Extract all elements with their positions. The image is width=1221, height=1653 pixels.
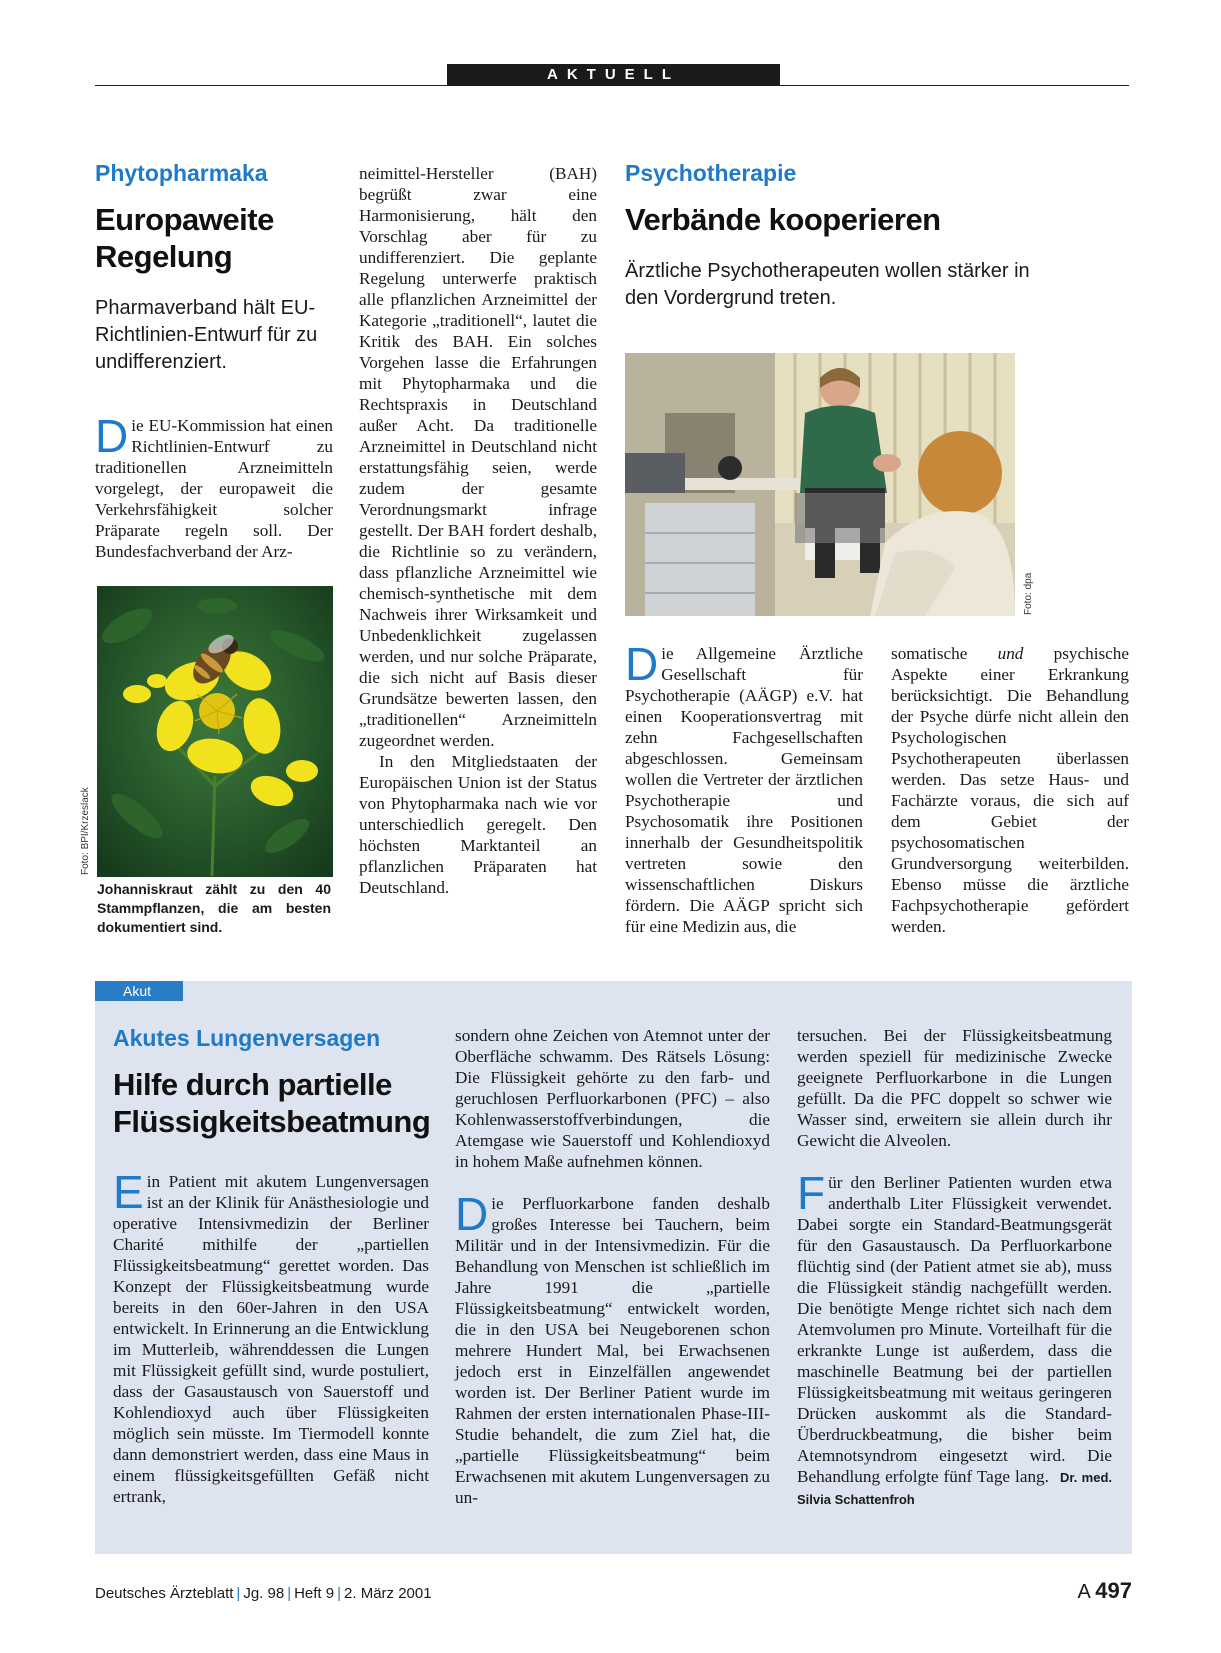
article1-column-1 bbox=[95, 410, 333, 562]
johanniskraut-photo bbox=[97, 586, 333, 877]
article1-dropcap: D bbox=[95, 410, 129, 462]
psychotherapy-photo bbox=[625, 353, 1015, 616]
article2-dropcap: D bbox=[625, 638, 659, 690]
article1-photo-credit: Foto: BPI/Krzeslack bbox=[80, 787, 91, 875]
footer-date: 2. März 2001 bbox=[344, 1585, 432, 1602]
article3-column-1 bbox=[113, 1166, 429, 1507]
article3-col1-text: in Patient mit akutem Lungenversagen ist an der Klinik für Anästhesiologie und operative Intensivmedizin der Berliner Charité mithilfe der „partiellen Flüssigkeitsbeatmung“ gerettet worden. Das Konzept der Flüssigkeitsbeatmung wurde bereits in den 60er-Jahren in den USA entwickelt. In Erinnerung an die Entwicklung im Mutterleib, währenddessen die Lungen mit Flüssigkeit gefüllt sind, wurde postuliert, dass der Gasaustausch von Sauerstoff und Kohlendioxyd auch über Flüssigkeiten möglich sein müsste. Im Tiermodell konnte dann demonstriert werden, dass eine Maus in einem flüssigkeitsgefüllten Gefäß nicht ertrank, bbox=[113, 1172, 429, 1506]
article3-column-3 bbox=[797, 1025, 1112, 1510]
footer-citation: Deutsches Ärzteblatt | Jg. 98 | Heft 9 | 2. März 2001 bbox=[95, 1585, 432, 1602]
article3-headline bbox=[113, 1066, 433, 1140]
article1-column-2 bbox=[359, 163, 597, 898]
article1-headline-line1: Europaweite bbox=[95, 202, 274, 237]
johanniskraut-image bbox=[97, 586, 333, 877]
article2-headline: Verbände kooperieren bbox=[625, 202, 941, 237]
article2-col2-em: und bbox=[997, 644, 1024, 663]
section-label: AKTUELL bbox=[447, 64, 780, 86]
article3-dropcap-1: E bbox=[113, 1166, 144, 1218]
page-number-value: 497 bbox=[1095, 1578, 1132, 1603]
article3-headline-line1: Hilfe durch partielle bbox=[113, 1067, 392, 1102]
article1-caption: Johanniskraut zählt zu den 40 Stammpflanzen, die am besten dokumentiert sind. bbox=[97, 881, 331, 935]
article1-col2-paragraph-1: neimittel-Hersteller (BAH) begrüßt zwar eine Harmonisierung, hält den Vorschlag aber für zu undifferenziert. Die geplante Regelung unterwerfe praktisch alle pflanzlichen Arzneimittel der Kategorie „traditionell“, lautet die Kritik des BAH. Ein solches Vorgehen lasse die Erfahrungen mit Phytopharmaka und die Rechtspraxis in Deutschland außer Acht. Da traditionelle Arzneimittel in Deutschland nicht erstattungsfähig seien, werde zudem der gesamte Verordnungsmarkt infrage gestellt. Der BAH fordert deshalb, die Richtlinie so zu verändern, dass pflanzliche Arzneimittel wie chemisch-synthetische mit dem Nachweis ihrer Wirksamkeit und Unbedenklichkeit zugelassen werden, und nur solche Präparate, die sich nicht auf Basis dieser Grundsätze bewerten lassen, den „traditionellen“ Arzneimitteln zugeordnet werden. bbox=[359, 164, 597, 750]
page-prefix: A bbox=[1077, 1581, 1090, 1603]
article1-kicker: Phytopharmaka bbox=[95, 160, 268, 186]
article3-author: Dr. med. Silvia Schattenfroh bbox=[797, 1470, 1113, 1507]
article3-dropcap-2: D bbox=[455, 1188, 489, 1240]
akut-tab: Akut bbox=[95, 981, 183, 1001]
article1-col1-text: ie EU-Kommission hat einen Richtlinien-Entwurf zu traditionellen Arzneimitteln vorgelegt, der europaweit die Verkehrsfähigkeit solcher Präparate regeln soll. Der Bundesfachverband der Arz- bbox=[95, 416, 333, 561]
page-number bbox=[1040, 1578, 1132, 1604]
article3-headline-line2: Flüssigkeitsbeatmung bbox=[113, 1104, 431, 1139]
article1-headline bbox=[95, 201, 335, 275]
article2-column-2 bbox=[891, 643, 1129, 937]
article3-col2-paragraph-1: sondern ohne Zeichen von Atemnot unter der Oberfläche schwamm. Des Rätsels Lösung: Die Flüssigkeit gehörte zu den farb- und geruchlosen Perfluorkarbonen (PFC) – also Kohlenwasserstoffverbindungen, die Atemgase wie Sauerstoff und Kohlendioxyd in hohem Maße aufnehmen können. bbox=[455, 1026, 770, 1171]
footer-volume: Jg. 98 bbox=[243, 1585, 285, 1602]
article1-lede: Pharmaverband hält EU-Richtlinien-Entwurf für zu undifferenziert. bbox=[95, 297, 318, 373]
article2-col2-post: psychische Aspekte einer Erkrankung berücksichtigt. Die Behandlung der Psyche dürfe nicht allein den Psychologischen Psychotherapeuten überlassen werden. Das setze Haus- und Fachärzte voraus, die sich auf dem Gebiet der psychosomatischen Grundversorgung weiterbilden. Ebenso müsse die ärztliche Fachpsychotherapie gefördert werden. bbox=[891, 644, 1130, 936]
article2-col1-text: ie Allgemeine Ärztliche Gesellschaft für Psychotherapie (AÄGP) e.V. hat einen Kooperationsvertrag mit zehn Fachgesellschaften abgeschlossen. Gemeinsam wollen die Vertreter der ärztlichen Psychotherapie und Psychosomatik ihre Positionen innerhalb der Gesundheitspolitik vertreten sowie den wissenschaftlichen Diskurs fördern. Die AÄGP spricht sich für eine Medizin aus, die bbox=[625, 644, 863, 936]
article2-photo-credit: Foto: dpa bbox=[1023, 572, 1034, 615]
footer-issue: Heft 9 bbox=[294, 1585, 335, 1602]
article3-col3-paragraph-2: ür den Berliner Patienten wurden etwa anderthalb Liter Flüssigkeit verwendet. Dabei sorgte ein Standard-Beatmungsgerät für den Gasaustausch. Da Perfluorkarbone flüchtig sind (der Patient atmet sie ab), muss die Flüssigkeit ständig nachgefüllt werden. Die benötigte Menge richtet sich nach dem Atemvolumen pro Minute. Vorteilhaft für die erkrankte Lunge ist außerdem, dass die maschinelle Beatmung bei der partiellen Flüssigkeitsbeatmung mit weitaus geringeren Drücken auskommt als die Standard-Überdruckbeatmung, die bisher beim Atemnotsyndrom eingesetzt wird. Die Behandlung erfolgte fünf Tage lang. bbox=[797, 1173, 1112, 1486]
article2-column-1 bbox=[625, 638, 863, 937]
psychotherapy-image bbox=[625, 353, 1015, 616]
article3-col3-paragraph-1: tersuchen. Bei der Flüssigkeitsbeatmung werden speziell für medizinische Zwecke geeignete Perfluorkarbone in die Lungen gefüllt. Da die PFC doppelt so schwer wie Wasser sind, erweitern sie allein durch ihr Gewicht die Alveolen. bbox=[797, 1026, 1112, 1150]
article1-col2-paragraph-2: In den Mitgliedstaaten der Europäischen Union ist der Status von Phytopharmaka nach wie vor unterschiedlich geregelt. Den höchsten Marktanteil an pflanzlichen Präparaten hat Deutschland. bbox=[359, 752, 597, 897]
article1-headline-line2: Regelung bbox=[95, 239, 233, 274]
article2-kicker: Psychotherapie bbox=[625, 160, 797, 186]
article3-kicker: Akutes Lungenversagen bbox=[113, 1025, 381, 1051]
article3-col2-paragraph-2: ie Perfluorkarbone fanden deshalb großes Interesse bei Tauchern, beim Militär und in der Intensivmedizin. Für die Behandlung von Menschen ist schließlich im Jahre 1991 die „partielle Flüssigkeitsbeatmung“ entwickelt worden, die in den USA bei Neugeborenen schon mehrere Hundert Mal, bei Erwachsenen jedoch erst in Einzelfällen angewendet worden ist. Der Berliner Patient wurde im Rahmen der ersten internationalen Phase-III-Studie behandelt, die zum Ziel hat, die „partielle Flüssigkeitsbeatmung“ beim Erwachsenen mit akutem Lungenversagen zu un- bbox=[455, 1194, 770, 1507]
article3-column-2 bbox=[455, 1025, 770, 1508]
article2-lede: Ärztliche Psychotherapeuten wollen stärker in den Vordergrund treten. bbox=[625, 260, 1030, 309]
article2-col2-pre: somatische bbox=[891, 644, 968, 663]
article3-dropcap-3: F bbox=[797, 1167, 826, 1219]
footer-journal: Deutsches Ärzteblatt bbox=[95, 1585, 234, 1602]
